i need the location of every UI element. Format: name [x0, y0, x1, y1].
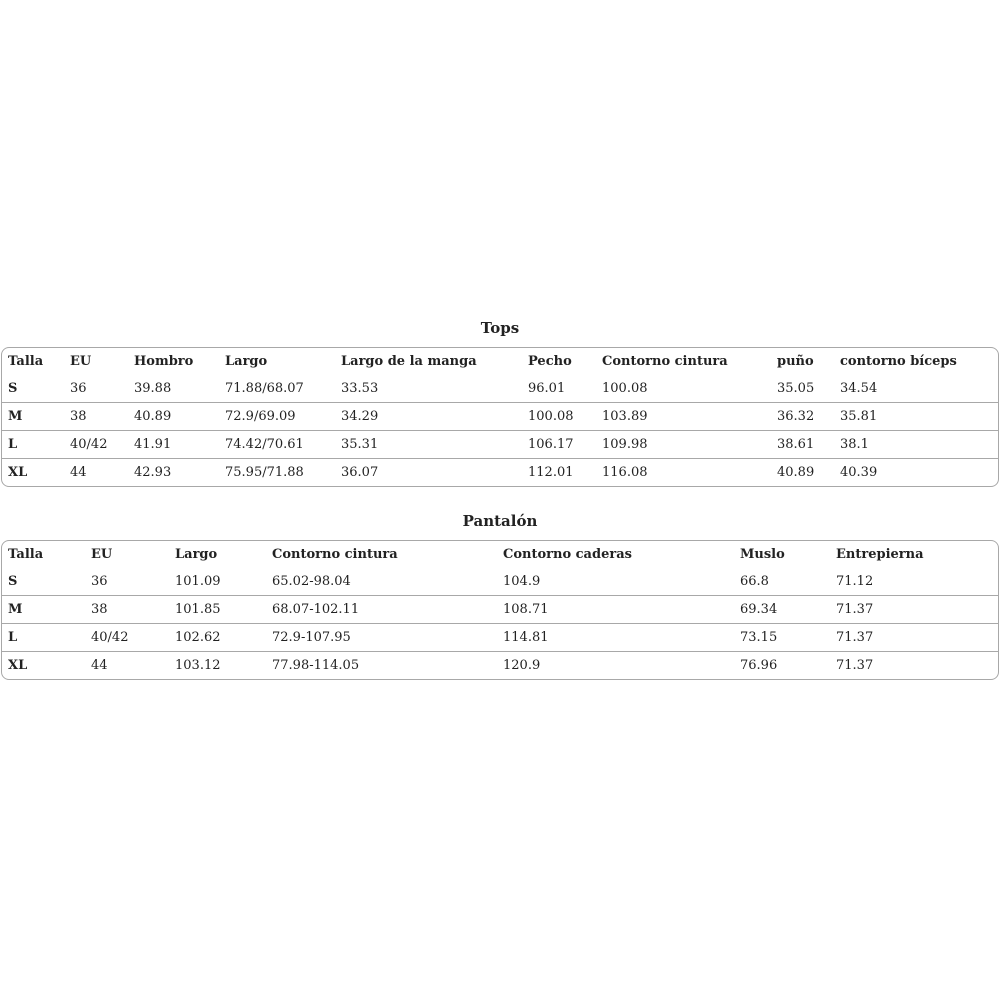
pants-cell-contorno-caderas: 104.9 [503, 574, 541, 589]
pants-row-m [2, 596, 998, 624]
pants-row-xl [2, 652, 998, 680]
pants-title: Pantalón [462, 512, 538, 530]
tops-row-xl [2, 459, 998, 487]
tops-cell-eu: 38 [64, 403, 128, 431]
pants-cell-largo: 103.12 [169, 652, 266, 680]
tops-cell-eu: 36 [70, 381, 87, 396]
pants-cell-eu: 40/42 [85, 624, 169, 652]
pants-cell-entrepierna: 71.37 [830, 624, 998, 652]
pants-cell-contorno-caderas: 120.9 [497, 652, 734, 680]
tops-cell-largo-manga: 35.31 [335, 431, 522, 459]
tops-cell-pecho: 106.17 [522, 431, 596, 459]
tops-header-contorno-biceps: contorno bíceps [840, 354, 957, 369]
pants-row-l [2, 624, 998, 652]
tops-cell-eu: 40/42 [64, 431, 128, 459]
tops-cell-contorno-cintura: 103.89 [596, 403, 771, 431]
pants-header-talla: Talla [8, 547, 44, 562]
tops-cell-pecho: 112.01 [522, 459, 596, 487]
tops-header-eu: EU [70, 354, 92, 369]
pants-cell-contorno-cintura: 65.02-98.04 [272, 574, 351, 589]
tops-header-row [2, 348, 998, 375]
pants-table-container [1, 540, 999, 680]
pants-cell-entrepierna: 71.37 [830, 652, 998, 680]
pants-cell-size: XL [2, 652, 85, 680]
pants-header-contorno-cintura: Contorno cintura [272, 547, 398, 562]
tops-header-contorno-cintura: Contorno cintura [602, 354, 728, 369]
tops-cell-puno: 38.61 [771, 431, 834, 459]
pants-size-section [1, 509, 999, 680]
pants-cell-size: L [2, 624, 85, 652]
tops-header-hombro: Hombro [134, 354, 194, 369]
pants-header-muslo: Muslo [740, 547, 785, 562]
tops-cell-pecho: 96.01 [528, 381, 566, 396]
tops-cell-contorno-cintura: 109.98 [596, 431, 771, 459]
tops-cell-largo: 72.9/69.09 [219, 403, 335, 431]
tops-cell-contorno-biceps: 34.54 [840, 381, 878, 396]
pants-cell-muslo: 69.34 [734, 596, 830, 624]
tops-cell-size: XL [2, 459, 64, 487]
pants-cell-contorno-caderas: 114.81 [497, 624, 734, 652]
pants-cell-eu: 38 [85, 596, 169, 624]
pants-cell-contorno-cintura: 72.9-107.95 [266, 624, 497, 652]
pants-cell-eu: 36 [91, 574, 108, 589]
tops-cell-hombro: 39.88 [134, 381, 172, 396]
tops-cell-largo-manga: 36.07 [335, 459, 522, 487]
tops-size-table [2, 348, 998, 486]
tops-size-section [1, 316, 999, 487]
pants-cell-largo: 102.62 [169, 624, 266, 652]
tops-cell-largo-manga: 33.53 [341, 381, 379, 396]
tops-cell-puno: 36.32 [771, 403, 834, 431]
tops-cell-size: L [2, 431, 64, 459]
tops-header-puno: puño [777, 354, 814, 369]
tops-cell-pecho: 100.08 [522, 403, 596, 431]
pants-header-contorno-caderas: Contorno caderas [503, 547, 632, 562]
pants-header-largo: Largo [175, 547, 218, 562]
pants-cell-size: M [2, 596, 85, 624]
pants-row-s [2, 568, 998, 596]
tops-cell-eu: 44 [64, 459, 128, 487]
pants-size-table [2, 541, 998, 679]
pants-cell-largo: 101.85 [169, 596, 266, 624]
tops-row-m [2, 403, 998, 431]
tops-cell-largo: 74.42/70.61 [219, 431, 335, 459]
pants-header-entrepierna: Entrepierna [836, 547, 924, 562]
pants-cell-muslo: 66.8 [740, 574, 769, 589]
tops-cell-hombro: 40.89 [128, 403, 219, 431]
pants-header-eu: EU [91, 547, 113, 562]
tops-cell-puno: 35.05 [777, 381, 815, 396]
tops-cell-contorno-cintura: 116.08 [596, 459, 771, 487]
tops-cell-largo: 71.88/68.07 [225, 381, 304, 396]
tops-cell-largo: 75.95/71.88 [219, 459, 335, 487]
tops-cell-size: S [8, 381, 18, 396]
tops-header-talla: Talla [8, 354, 44, 369]
tops-cell-puno: 40.89 [771, 459, 834, 487]
tops-row-s [2, 375, 998, 403]
pants-cell-entrepierna: 71.37 [830, 596, 998, 624]
tops-cell-size: M [2, 403, 64, 431]
tops-title: Tops [480, 319, 520, 337]
pants-header-row [2, 541, 998, 568]
tops-cell-contorno-cintura: 100.08 [602, 381, 648, 396]
pants-cell-muslo: 73.15 [734, 624, 830, 652]
tops-cell-contorno-biceps: 35.81 [834, 403, 998, 431]
pants-cell-entrepierna: 71.12 [836, 574, 874, 589]
pants-cell-eu: 44 [85, 652, 169, 680]
tops-header-largo-manga: Largo de la manga [341, 354, 477, 369]
tops-cell-contorno-biceps: 38.1 [834, 431, 998, 459]
pants-cell-muslo: 76.96 [734, 652, 830, 680]
pants-cell-largo: 101.09 [175, 574, 221, 589]
pants-cell-contorno-caderas: 108.71 [497, 596, 734, 624]
tops-table-container [1, 347, 999, 487]
pants-cell-size: S [8, 574, 18, 589]
tops-cell-hombro: 42.93 [128, 459, 219, 487]
tops-cell-contorno-biceps: 40.39 [834, 459, 998, 487]
tops-header-pecho: Pecho [528, 354, 572, 369]
tops-row-l [2, 431, 998, 459]
pants-cell-contorno-cintura: 77.98-114.05 [266, 652, 497, 680]
tops-cell-largo-manga: 34.29 [335, 403, 522, 431]
tops-cell-hombro: 41.91 [128, 431, 219, 459]
pants-cell-contorno-cintura: 68.07-102.11 [266, 596, 497, 624]
tops-header-largo: Largo [225, 354, 268, 369]
